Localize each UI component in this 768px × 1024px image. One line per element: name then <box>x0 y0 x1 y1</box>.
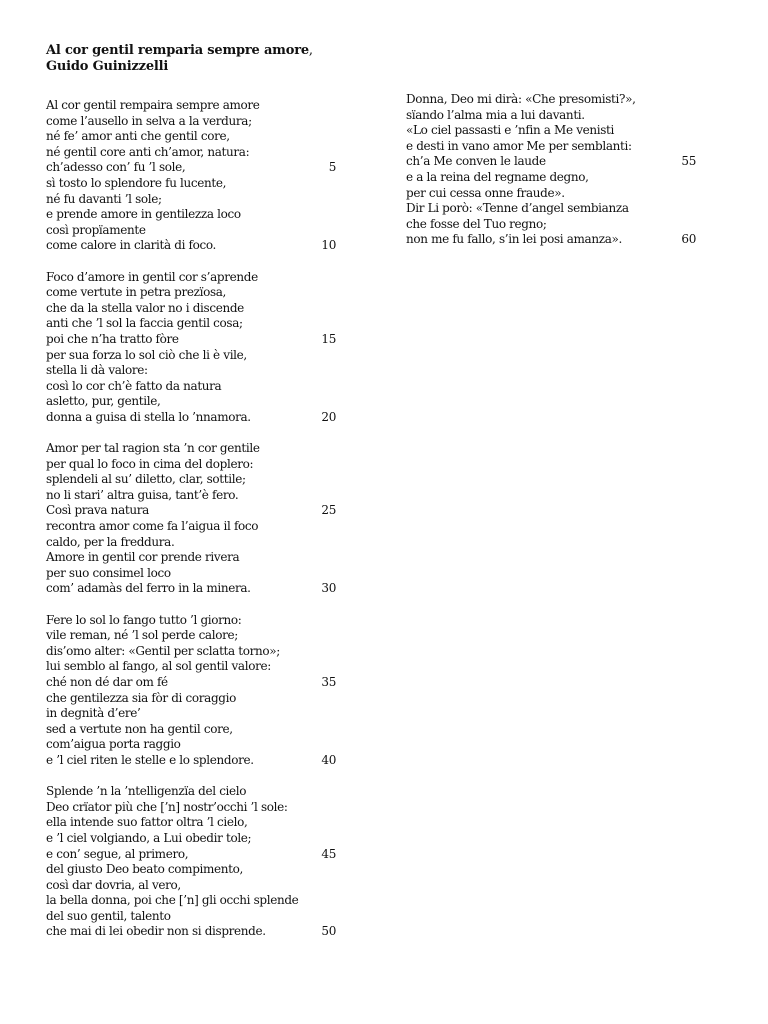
verse-text: né fe’ amor anti che gentil core, <box>46 129 230 144</box>
verse-line <box>46 691 338 707</box>
verse-text: sì tosto lo splendore fu lucente, <box>46 175 227 190</box>
verse-text: recontra amor come fa l’aigua il foco <box>46 519 259 534</box>
stanza <box>46 613 338 769</box>
verse-text: ella intende suo fattor oltra ’l cielo, <box>46 815 248 830</box>
verse-line <box>46 659 338 675</box>
verse-line <box>46 488 338 504</box>
verse-text: e desti in vano amor Me per semblanti: <box>406 138 632 153</box>
verse-text: Deo crïator più che [’n] nostr’occhi ’l sole: <box>46 799 288 814</box>
verse-text: per sua forza lo sol ciò che li è vile, <box>46 347 247 362</box>
verse-text: stella li dà valore: <box>46 363 148 378</box>
verse-line <box>46 238 338 254</box>
verse-line <box>46 145 338 161</box>
line-number: 15 <box>321 331 336 346</box>
verse-line <box>406 154 698 170</box>
verse-text: così propïamente <box>46 222 146 237</box>
verse-line <box>46 550 338 566</box>
verse-line <box>406 92 698 108</box>
verse-line <box>46 924 338 940</box>
verse-line <box>46 129 338 145</box>
verse-text: ch’a Me conven le laude <box>406 154 546 169</box>
verse-text: e ’l ciel riten le stelle e lo splendore. <box>46 752 254 767</box>
line-number: 45 <box>321 846 336 861</box>
verse-text: Al cor gentil rempaira sempre amore <box>46 98 260 112</box>
stanza <box>46 98 338 254</box>
verse-text: così dar dovria, al vero, <box>46 877 181 892</box>
verse-line <box>46 363 338 379</box>
line-number: 55 <box>681 154 696 169</box>
verse-text: sed a vertute non ha gentil core, <box>46 721 233 736</box>
verse-line <box>46 160 338 176</box>
verse-line <box>46 800 338 816</box>
verse-line <box>46 192 338 208</box>
verse-line <box>46 535 338 551</box>
verse-line <box>46 581 338 597</box>
verse-line <box>406 186 698 202</box>
verse-line <box>46 628 338 644</box>
verse-text: né gentil core anti ch’amor, natura: <box>46 144 250 159</box>
verse-line <box>46 98 338 114</box>
line-number: 30 <box>321 581 336 596</box>
verse-text: che mai di lei obedir non si disprende. <box>46 924 266 939</box>
verse-text: e a la reina del regname degno, <box>406 169 589 184</box>
verse-text: ché non dé dar om fé <box>46 674 168 689</box>
verse-text: Foco d’amore in gentil cor s’aprende <box>46 269 258 284</box>
verse-text: Donna, Deo mi dirà: «Che presomisti?», <box>406 92 636 106</box>
poem-title <box>46 43 313 74</box>
verse-text: Dir Li porò: «Tenne d’angel sembianza <box>406 201 629 216</box>
verse-text: lui semblo al fango, al sol gentil valore: <box>46 659 271 674</box>
verse-text: come l’ausello in selva a la verdura; <box>46 113 252 128</box>
verse-text: Così prava natura <box>46 503 149 518</box>
verse-line <box>46 285 338 301</box>
verse-line <box>406 232 698 248</box>
verse-line <box>46 301 338 317</box>
verse-line <box>46 753 338 769</box>
verse-text: per qual lo foco in cima del doplero: <box>46 456 254 471</box>
stanza <box>46 270 338 426</box>
line-number: 20 <box>321 409 336 424</box>
line-number: 50 <box>321 924 336 939</box>
verse-text: sïando l’alma mia a lui davanti. <box>406 107 585 122</box>
verse-text: non me fu fallo, s’in lei posi amanza». <box>406 232 622 247</box>
title-line <box>46 43 313 59</box>
verse-text: e prende amore in gentilezza loco <box>46 207 241 222</box>
verse-line <box>46 566 338 582</box>
verse-text: com’aigua porta raggio <box>46 737 181 752</box>
title-comma: , <box>308 43 313 58</box>
verse-line <box>46 207 338 223</box>
verse-line <box>46 114 338 130</box>
verse-line <box>406 139 698 155</box>
verse-line <box>46 737 338 753</box>
verse-text: del suo gentil, talento <box>46 908 171 923</box>
verse-line <box>46 613 338 629</box>
title-text: Al cor gentil remparia sempre amore <box>46 43 309 58</box>
verse-line <box>406 201 698 217</box>
verse-line <box>46 316 338 332</box>
verse-text: Amore in gentil cor prende rivera <box>46 550 240 565</box>
verse-line <box>46 909 338 925</box>
stanza <box>406 92 698 248</box>
verse-text: e con’ segue, al primero, <box>46 846 189 861</box>
verse-text: Splende ’n la ’ntelligenzïa del cielo <box>46 784 247 799</box>
verse-text: anti che ’l sol la faccia gentil cosa; <box>46 316 243 331</box>
verse-line <box>46 831 338 847</box>
verse-text: Amor per tal ragion sta ’n cor gentile <box>46 441 260 456</box>
stanza <box>46 441 338 597</box>
verse-line <box>46 878 338 894</box>
verse-text: come vertute in petra prezïosa, <box>46 285 227 300</box>
line-number: 35 <box>321 674 336 689</box>
line-number: 40 <box>321 752 336 767</box>
verse-text: donna a guisa di stella lo ’nnamora. <box>46 409 251 424</box>
verse-text: dis’omo alter: «Gentil per sclatta torno»; <box>46 643 280 658</box>
verse-line <box>46 784 338 800</box>
verse-line <box>46 176 338 192</box>
verse-line <box>46 394 338 410</box>
verse-line <box>46 675 338 691</box>
verse-text: né fu davanti ’l sole; <box>46 191 162 206</box>
verse-line <box>406 217 698 233</box>
verse-text: no li stari’ altra guisa, tant’è fero. <box>46 487 239 502</box>
line-number: 60 <box>681 232 696 247</box>
verse-text: vile reman, né ’l sol perde calore; <box>46 628 238 643</box>
verse-text: asletto, pur, gentile, <box>46 394 161 409</box>
verse-line <box>46 441 338 457</box>
verse-text: così lo cor ch’è fatto da natura <box>46 378 222 393</box>
verse-line <box>46 472 338 488</box>
verse-text: e ’l ciel volgiando, a Lui obedir tole; <box>46 830 252 845</box>
verse-line <box>46 722 338 738</box>
verse-line <box>46 893 338 909</box>
verse-line <box>46 348 338 364</box>
verse-text: splendeli al su’ diletto, clar, sottile; <box>46 472 246 487</box>
verse-line <box>406 123 698 139</box>
verse-line <box>46 332 338 348</box>
verse-line <box>46 815 338 831</box>
line-number: 25 <box>321 503 336 518</box>
verse-text: in degnità d’ere’ <box>46 706 141 721</box>
verse-text: come calore in clarità di foco. <box>46 238 216 253</box>
verse-text: la bella donna, poi che [’n] gli occhi splende <box>46 893 299 908</box>
verse-text: poi che n’ha tratto fòre <box>46 331 179 346</box>
verse-text: caldo, per la freddura. <box>46 534 175 549</box>
verse-text: «Lo ciel passasti e ’nfin a Me venisti <box>406 123 615 138</box>
stanza <box>46 784 338 940</box>
verse-line <box>46 457 338 473</box>
author-name: Guido Guinizzelli <box>46 58 169 74</box>
verse-line <box>46 270 338 286</box>
verse-text: com’ adamàs del ferro in la minera. <box>46 581 251 596</box>
right-column <box>406 92 698 264</box>
verse-line <box>46 379 338 395</box>
line-number: 5 <box>328 160 336 175</box>
verse-line <box>46 410 338 426</box>
verse-line <box>46 644 338 660</box>
verse-text: Fere lo sol lo fango tutto ’l giorno: <box>46 612 242 627</box>
verse-line <box>46 223 338 239</box>
verse-text: che fosse del Tuo regno; <box>406 216 547 231</box>
line-number: 10 <box>321 238 336 253</box>
verse-text: per suo consimel loco <box>46 565 171 580</box>
verse-line <box>46 503 338 519</box>
verse-text: ch’adesso con’ fu ’l sole, <box>46 160 186 175</box>
verse-line <box>46 706 338 722</box>
verse-text: che gentilezza sia fòr di coraggio <box>46 690 236 705</box>
verse-line <box>406 170 698 186</box>
verse-line <box>46 862 338 878</box>
verse-line <box>46 519 338 535</box>
verse-text: per cui cessa onne fraude». <box>406 185 565 200</box>
verse-line <box>406 108 698 124</box>
verse-text: che da la stella valor no i discende <box>46 300 244 315</box>
left-column <box>46 98 338 956</box>
verse-line <box>46 847 338 863</box>
verse-text: del giusto Deo beato compimento, <box>46 862 243 877</box>
